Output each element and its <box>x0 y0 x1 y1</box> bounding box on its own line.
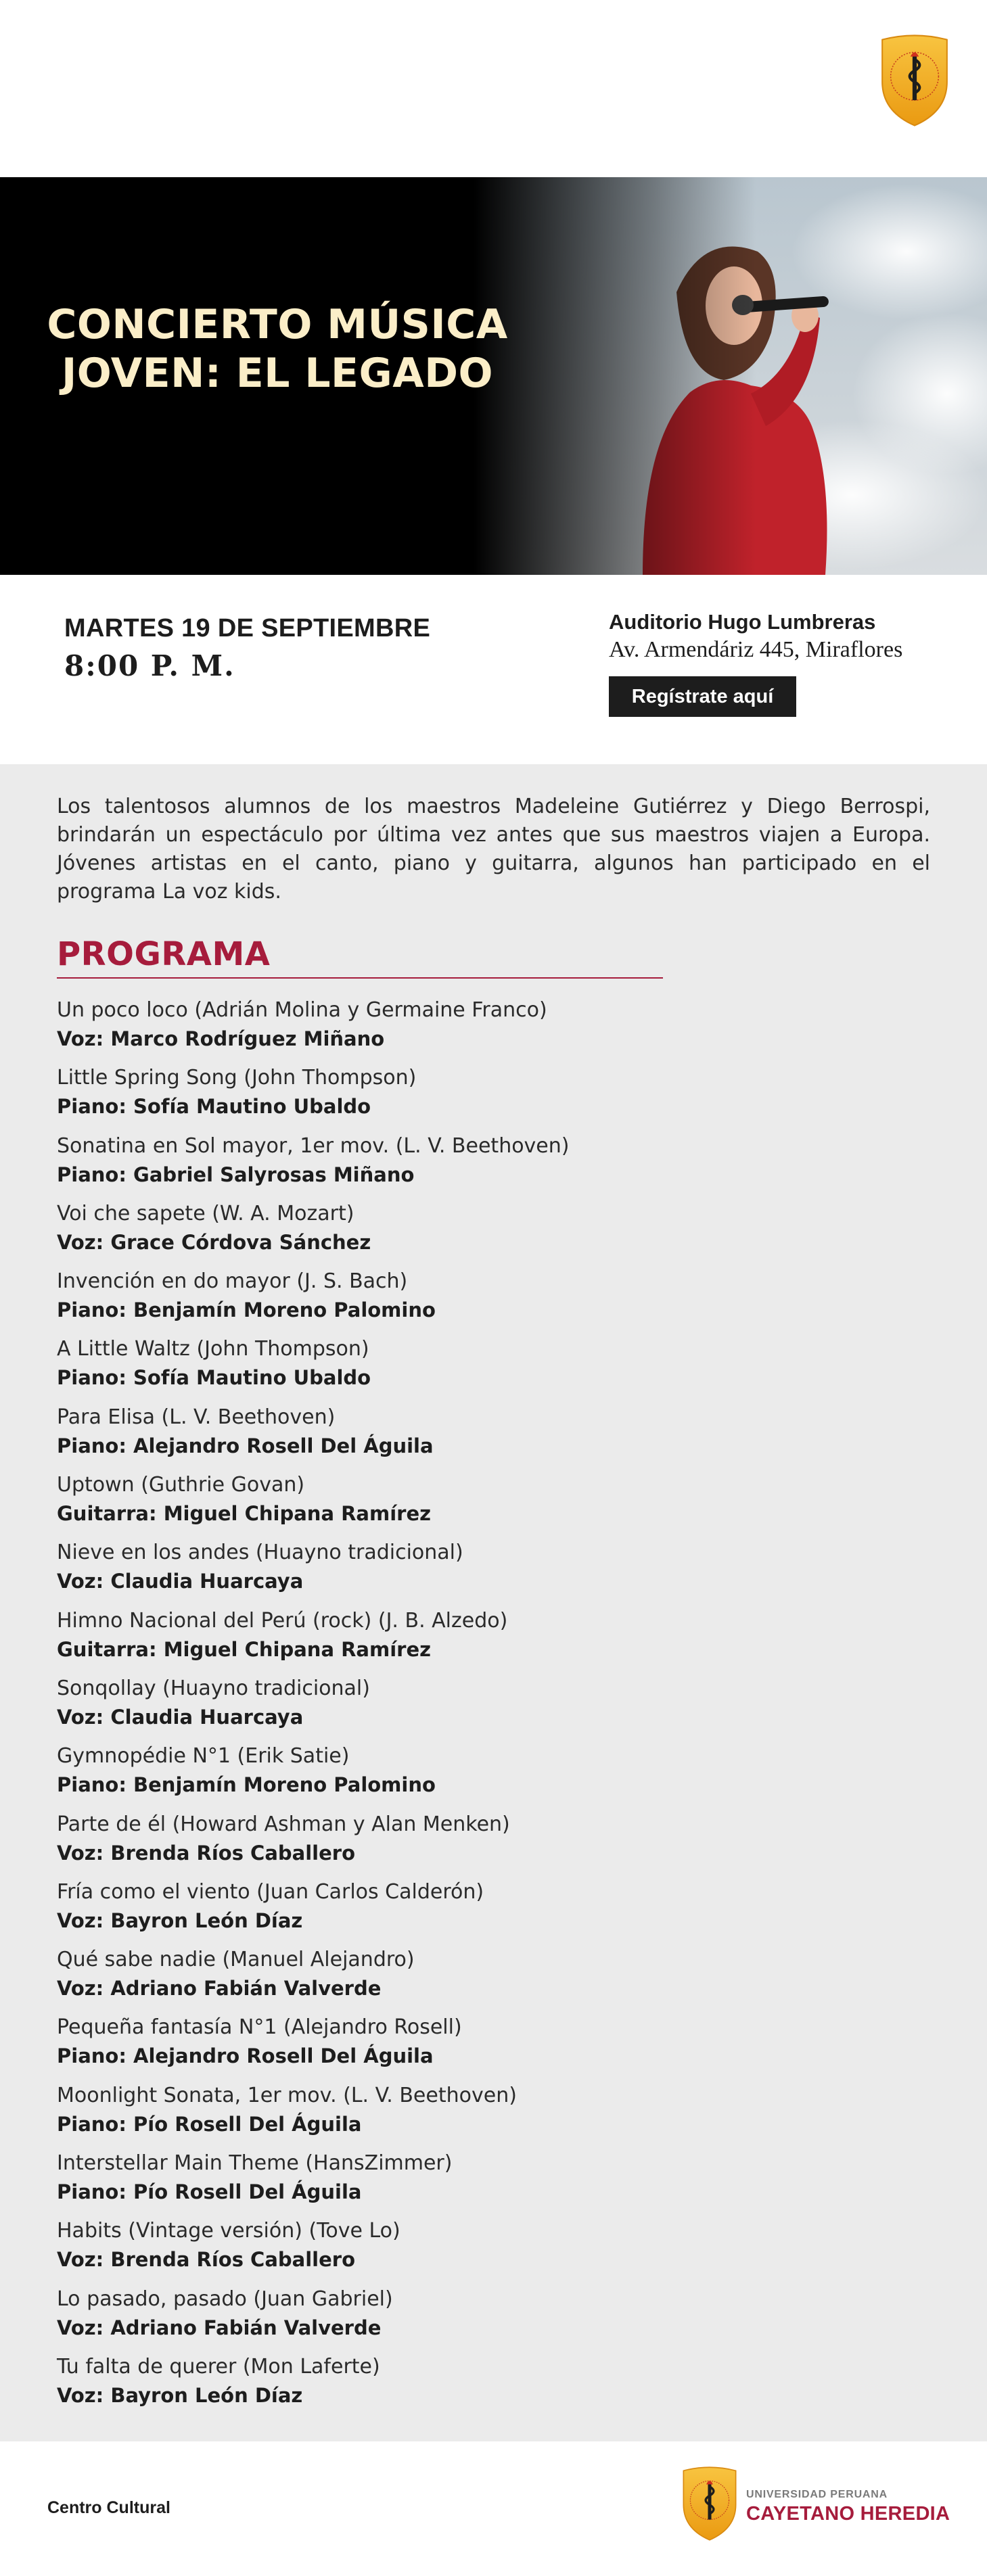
program-item <box>57 2013 869 2081</box>
hero-banner <box>0 177 987 575</box>
piece-title: Tu falta de querer (Mon Laferte) <box>57 2354 380 2379</box>
program-item <box>57 2353 869 2420</box>
program-item <box>57 1471 869 1539</box>
performer: Voz: Claudia Huarcaya <box>57 1570 304 1593</box>
performer: Voz: Grace Córdova Sánchez <box>57 1230 371 1254</box>
university-shield-icon <box>879 32 950 128</box>
performer: Voz: Claudia Huarcaya <box>57 1705 304 1729</box>
performer: Piano: Gabriel Salyrosas Miñano <box>57 1163 415 1186</box>
program-item <box>57 1810 869 1878</box>
piece-title: Sonatina en Sol mayor, 1er mov. (L. V. Beethoven) <box>57 1133 570 1158</box>
performer: Guitarra: Miguel Chipana Ramírez <box>57 1637 432 1661</box>
performer: Piano: Benjamín Moreno Palomino <box>57 1298 436 1322</box>
university-name-line1: UNIVERSIDAD PERUANA <box>746 2489 888 2500</box>
intro-paragraph: Los talentosos alumnos de los maestros Madeleine Gutiérrez y Diego Berrospi, brindarán un espectáculo por última vez antes que sus maestros viajen a Europa. Jóvenes artistas en el canto, piano y guitarra, algunos han participado en el programa La voz kids. <box>57 795 930 904</box>
performer: Voz: Bayron León Díaz <box>57 2383 303 2407</box>
program-item <box>57 1064 869 1131</box>
program-item <box>57 2217 869 2285</box>
program-divider <box>57 977 663 979</box>
piece-title: Gymnopédie N°1 (Erik Satie) <box>57 1744 350 1769</box>
program-item <box>57 1200 869 1267</box>
program-item <box>57 1403 869 1471</box>
piece-title: Nieve en los andes (Huayno tradicional) <box>57 1541 463 1565</box>
performer: Piano: Pío Rosell Del Águila <box>57 2112 362 2136</box>
program-item <box>57 996 869 1064</box>
performer: Voz: Brenda Ríos Caballero <box>57 2248 356 2272</box>
piece-title: Little Spring Song (John Thompson) <box>57 1066 417 1090</box>
piece-title: Moonlight Sonata, 1er mov. (L. V. Beethoven) <box>57 2083 517 2107</box>
top-header <box>0 0 987 177</box>
university-shield-icon <box>681 2463 738 2544</box>
piece-title: Un poco loco (Adrián Molina y Germaine Franco) <box>57 998 547 1022</box>
piece-title: Habits (Vintage versión) (Tove Lo) <box>57 2219 400 2243</box>
piece-title: Pequeña fantasía N°1 (Alejandro Rosell) <box>57 2015 462 2040</box>
performer: Voz: Brenda Ríos Caballero <box>57 1841 356 1865</box>
program-item <box>57 1878 869 1946</box>
program-item <box>57 2082 869 2149</box>
performer: Voz: Bayron León Díaz <box>57 1908 303 1932</box>
event-title-line1: CONCIERTO MÚSICA <box>47 301 508 348</box>
program-item <box>57 1335 869 1403</box>
performer: Piano: Sofía Mautino Ubaldo <box>57 1095 371 1119</box>
piece-title: Para Elisa (L. V. Beethoven) <box>57 1405 336 1429</box>
register-button[interactable]: Regístrate aquí <box>609 676 796 717</box>
piece-title: Sonqollay (Huayno tradicional) <box>57 1676 370 1700</box>
program-item <box>57 1267 869 1335</box>
piece-title: Voi che sapete (W. A. Mozart) <box>57 1201 354 1225</box>
piece-title: Interstellar Main Theme (HansZimmer) <box>57 2151 453 2176</box>
performer: Piano: Pío Rosell Del Águila <box>57 2180 362 2204</box>
event-title <box>27 300 528 398</box>
program-title: PROGRAMA <box>57 935 271 973</box>
footer-centro-cultural: Centro Cultural <box>47 2498 170 2517</box>
piece-title: Fría como el viento (Juan Carlos Calderón) <box>57 1879 484 1904</box>
program-list <box>57 996 869 2420</box>
program-item <box>57 1742 869 1810</box>
program-item <box>57 2149 869 2217</box>
piece-title: Invención en do mayor (J. S. Bach) <box>57 1269 408 1294</box>
performer: Piano: Alejandro Rosell Del Águila <box>57 1434 434 1457</box>
venue-name: Auditorio Hugo Lumbreras <box>609 610 876 634</box>
performer: Voz: Adriano Fabián Valverde <box>57 1977 382 2000</box>
singer-photo <box>474 177 987 575</box>
program-item <box>57 1675 869 1742</box>
venue-address: Av. Armendáriz 445, Miraflores <box>609 637 903 662</box>
main-content <box>0 764 987 2441</box>
program-item <box>57 1946 869 2013</box>
program-item <box>57 2285 869 2353</box>
event-time: 8:00 P. M. <box>64 649 235 682</box>
event-info <box>0 575 987 764</box>
program-item <box>57 1132 869 1200</box>
performer: Piano: Benjamín Moreno Palomino <box>57 1773 436 1797</box>
performer: Voz: Adriano Fabián Valverde <box>57 2316 382 2339</box>
performer: Piano: Alejandro Rosell Del Águila <box>57 2044 434 2068</box>
performer: Piano: Sofía Mautino Ubaldo <box>57 1366 371 1390</box>
piece-title: Qué sabe nadie (Manuel Alejandro) <box>57 1948 415 1972</box>
piece-title: Uptown (Guthrie Govan) <box>57 1473 305 1497</box>
event-title-line2: JOVEN: EL LEGADO <box>61 350 494 397</box>
performer: Voz: Marco Rodríguez Miñano <box>57 1027 385 1050</box>
program-item <box>57 1607 869 1675</box>
piece-title: Lo pasado, pasado (Juan Gabriel) <box>57 2287 393 2311</box>
piece-title: A Little Waltz (John Thompson) <box>57 1337 369 1361</box>
piece-title: Parte de él (Howard Ashman y Alan Menken) <box>57 1812 510 1836</box>
university-name-line2: CAYETANO HEREDIA <box>746 2503 950 2525</box>
event-date: MARTES 19 DE SEPTIEMBRE <box>64 614 431 642</box>
piece-title: Himno Nacional del Perú (rock) (J. B. Alzedo) <box>57 1608 508 1633</box>
footer <box>0 2441 987 2576</box>
program-item <box>57 1539 869 1606</box>
performer: Guitarra: Miguel Chipana Ramírez <box>57 1502 432 1526</box>
